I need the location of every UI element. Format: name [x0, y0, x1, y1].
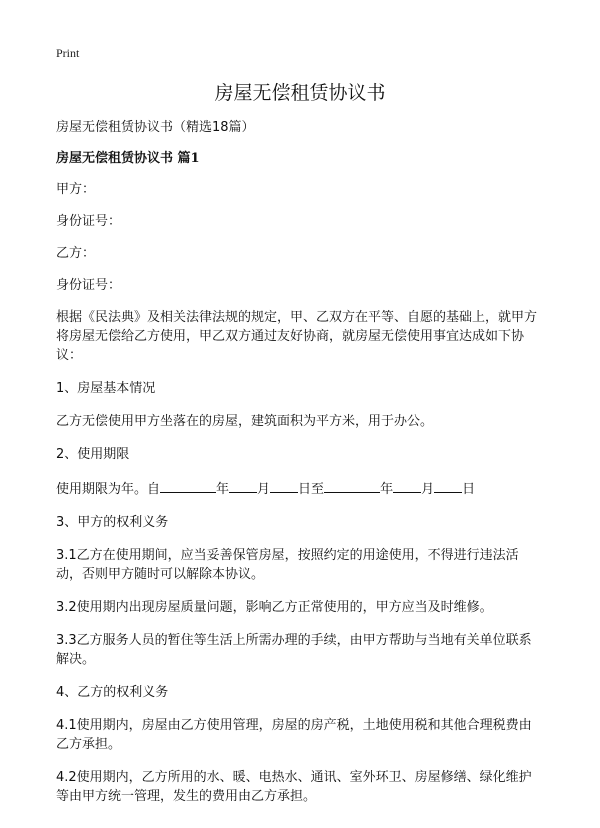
term-prefix: 使用期限为年。自	[56, 482, 161, 497]
term-line	[56, 478, 542, 499]
clause-1-text: 乙方无偿使用甲方坐落在的房屋，建筑面积为平方米，用于办公。	[56, 414, 434, 429]
clause-4-heading: 4、乙方的权利义务	[56, 685, 169, 700]
blank-line	[270, 478, 298, 493]
term-day-1: 日至	[298, 482, 325, 497]
document-subtitle: 房屋无偿租赁协议书（精选18篇）	[56, 120, 255, 135]
term-year-2: 年	[380, 482, 394, 497]
clause-1-heading: 1、房屋基本情况	[56, 381, 156, 396]
clause-3-3: 3.3乙方服务人员的暂住等生活上所需办理的手续，由甲方帮助与当地有关单位联系解决。	[56, 633, 532, 667]
print-label: Print	[56, 46, 80, 60]
party-a-id-field: 身份证号：	[56, 214, 122, 229]
term-month-1: 月	[257, 482, 271, 497]
clause-3-2: 3.2使用期内出现房屋质量问题，影响乙方正常使用的，甲方应当及时维修。	[56, 600, 493, 615]
section-title: 房屋无偿租赁协议书 篇1	[56, 151, 200, 166]
clause-3-1: 3.1乙方在使用期间，应当妥善保管房屋，按照约定的用途使用，不得进行违法活动，否则甲方随时可以解除本协议。	[56, 548, 519, 582]
clause-4-1: 4.1使用期内，房屋由乙方使用管理，房屋的房产税，土地使用税和其他合理税费由乙方承担。	[56, 718, 532, 752]
clause-2-heading: 2、使用期限	[56, 447, 130, 462]
party-a-field: 甲方：	[56, 182, 96, 197]
clause-3-heading: 3、甲方的权利义务	[56, 515, 169, 530]
document-body	[56, 118, 542, 820]
blank-line	[229, 478, 257, 493]
term-day-2: 日	[462, 482, 476, 497]
party-b-field: 乙方：	[56, 246, 96, 261]
blank-line	[393, 478, 421, 493]
blank-line	[160, 478, 216, 493]
clause-4-2: 4.2使用期内，乙方所用的水、暖、电热水、通讯、室外环卫、房屋修缮、绿化维护等由甲方统一管理，发生的费用由乙方承担。	[56, 770, 532, 804]
blank-line	[434, 478, 462, 493]
term-month-2: 月	[421, 482, 435, 497]
page-title: 房屋无偿租赁协议书	[214, 82, 386, 104]
party-b-id-field: 身份证号：	[56, 278, 122, 293]
term-year-1: 年	[216, 482, 230, 497]
blank-line	[324, 478, 380, 493]
intro-paragraph: 根据《民法典》及相关法律法规的规定，甲、乙双方在平等、自愿的基础上，就甲方将房屋无偿给乙方使用，甲乙双方通过友好协商，就房屋无偿使用事宜达成如下协议：	[56, 310, 538, 363]
